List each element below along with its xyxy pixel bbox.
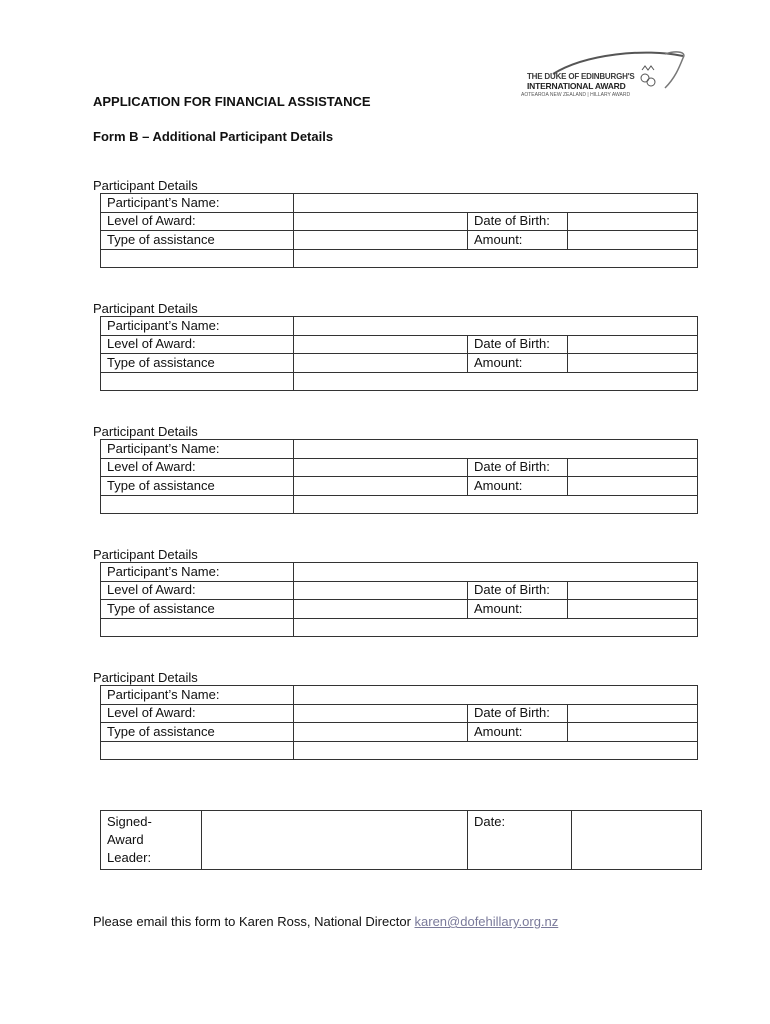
participant-block [93,670,703,739]
participant-heading: Participant Details [93,670,198,685]
name-label: Participant’s Name: [101,686,294,705]
dob-field[interactable] [568,212,698,231]
assistance-label: Type of assistance [101,723,294,742]
amount-field[interactable] [568,723,698,742]
dob-label: Date of Birth: [468,704,568,723]
assistance-label: Type of assistance [101,231,294,250]
name-label: Participant’s Name: [101,317,294,336]
dob-field[interactable] [568,458,698,477]
dob-field[interactable] [568,581,698,600]
dob-label: Date of Birth: [468,581,568,600]
extra-label-cell[interactable] [101,372,294,391]
name-field[interactable] [294,194,698,213]
award-logo [515,48,690,104]
participant-block [93,301,703,370]
form-subtitle: Form B – Additional Participant Details [93,129,334,144]
name-field[interactable] [294,317,698,336]
signed-label-line-1: Signed- [107,814,152,829]
level-field[interactable] [294,581,468,600]
extra-label-cell[interactable] [101,495,294,514]
extra-label-cell[interactable] [101,618,294,637]
extra-label-cell[interactable] [101,249,294,268]
dob-label: Date of Birth: [468,335,568,354]
date-field[interactable] [572,811,702,870]
level-field[interactable] [294,335,468,354]
signature-field[interactable] [202,811,468,870]
amount-field[interactable] [568,354,698,373]
level-field[interactable] [294,212,468,231]
amount-field[interactable] [568,600,698,619]
dob-label: Date of Birth: [468,458,568,477]
footer-text: Please email this form to Karen Ross, National Director [93,914,415,929]
participant-block [93,178,703,247]
assistance-field[interactable] [294,354,468,373]
signed-label [101,811,202,870]
participant-table [100,193,698,268]
logo-line-2: INTERNATIONAL AWARD [527,81,626,91]
signature-table [100,810,702,870]
name-label: Participant’s Name: [101,194,294,213]
email-link[interactable]: karen@dofehillary.org.nz [414,914,559,929]
name-field[interactable] [294,563,698,582]
level-label: Level of Award: [101,335,294,354]
amount-label: Amount: [468,600,568,619]
assistance-label: Type of assistance [101,354,294,373]
participant-heading: Participant Details [93,178,198,193]
assistance-field[interactable] [294,231,468,250]
amount-label: Amount: [468,723,568,742]
extra-label-cell[interactable] [101,741,294,760]
amount-label: Amount: [468,231,568,250]
participant-block [93,424,703,493]
name-field[interactable] [294,440,698,459]
participant-heading: Participant Details [93,301,198,316]
extra-field[interactable] [294,249,698,268]
level-field[interactable] [294,704,468,723]
level-field[interactable] [294,458,468,477]
assistance-field[interactable] [294,600,468,619]
participant-block [93,547,703,616]
assistance-label: Type of assistance [101,600,294,619]
amount-label: Amount: [468,354,568,373]
signed-label-line-2: Award [107,832,144,847]
participant-table [100,562,698,637]
participant-table [100,439,698,514]
date-label: Date: [468,811,572,870]
extra-field[interactable] [294,741,698,760]
level-label: Level of Award: [101,704,294,723]
dob-field[interactable] [568,704,698,723]
level-label: Level of Award: [101,581,294,600]
assistance-field[interactable] [294,477,468,496]
name-field[interactable] [294,686,698,705]
participant-heading: Participant Details [93,424,198,439]
extra-field[interactable] [294,618,698,637]
amount-label: Amount: [468,477,568,496]
signed-label-line-3: Leader: [107,850,152,865]
extra-field[interactable] [294,372,698,391]
participant-table [100,685,698,760]
amount-field[interactable] [568,477,698,496]
logo-line-3: AOTEAROA NEW ZEALAND | HILLARY AWARD [521,92,631,98]
logo-line-1: THE DUKE OF EDINBURGH'S [527,72,635,81]
dob-label: Date of Birth: [468,212,568,231]
name-label: Participant’s Name: [101,563,294,582]
amount-field[interactable] [568,231,698,250]
form-title: APPLICATION FOR FINANCIAL ASSISTANCE [93,94,371,109]
name-label: Participant’s Name: [101,440,294,459]
footer-note [93,914,558,929]
assistance-label: Type of assistance [101,477,294,496]
extra-field[interactable] [294,495,698,514]
assistance-field[interactable] [294,723,468,742]
level-label: Level of Award: [101,458,294,477]
level-label: Level of Award: [101,212,294,231]
participant-heading: Participant Details [93,547,198,562]
participant-table [100,316,698,391]
dob-field[interactable] [568,335,698,354]
